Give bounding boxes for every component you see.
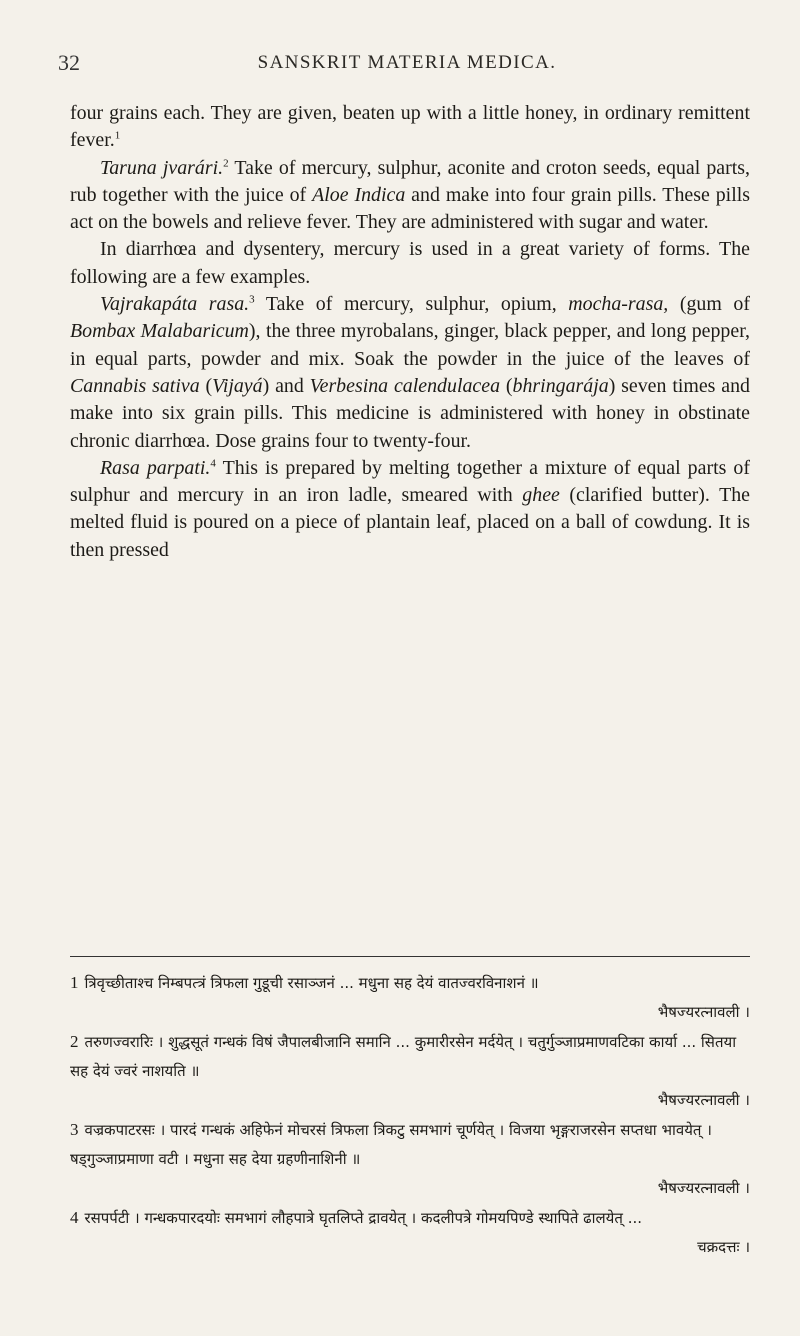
italic-term: Taruna jvarári.	[100, 156, 224, 179]
footnote-ref: 1	[114, 129, 121, 142]
paragraph	[70, 155, 750, 237]
footnote-number: 4	[70, 1208, 79, 1227]
footnote-number: 3	[70, 1120, 79, 1139]
text-run: (	[199, 374, 213, 397]
text-run: (gum of	[668, 293, 750, 316]
footnote-ref: 4	[210, 457, 216, 470]
footnote-ref: 3	[249, 293, 255, 306]
page-number: 32	[58, 50, 80, 75]
footnote-text: त्रिवृच्छीताश्च निम्बपत्त्रं त्रिफला गुडूची रसाञ्जनं ... मधुना सह देयं वातज्वरविनाशनं ॥	[84, 974, 539, 992]
italic-term: ghee	[522, 484, 560, 507]
footnote-ref: 2	[223, 156, 229, 169]
text-run: ) and	[262, 374, 310, 397]
italic-term: Verbesina calendulacea	[309, 374, 501, 397]
footnote-source: भैषज्यरत्नावली ।	[657, 1003, 750, 1021]
footnote-rule	[70, 956, 750, 957]
text-run: (clarified butter). The melted fluid is poured on a piece of plantain leaf, placed on a ball of cowdung. It is then pressed	[70, 484, 750, 561]
text-run: and make into four grain pills. These pills act on the bowels and relieve fever. They are administered with sugar and water.	[70, 183, 750, 234]
footnote	[70, 1115, 750, 1203]
footnote-source: भैषज्यरत्नावली ।	[657, 1179, 750, 1197]
text-run: Take of mercury, sulphur, aconite and croton seeds, equal parts, rub together with the juice of	[70, 156, 750, 206]
footnote	[70, 1203, 750, 1262]
text-run: ), the three myrobalans, ginger, black pepper, and long pepper, in equal parts, powder and mix. Soak the powder in the juice of the leaves of	[70, 320, 751, 370]
italic-term: Aloe Indica	[312, 183, 406, 206]
italic-term: Bombax Malabaricum	[70, 320, 249, 343]
italic-term: Cannabis sativa	[70, 374, 200, 397]
footnote	[70, 1027, 750, 1115]
text-run: This is prepared by melting together a mixture of equal parts of sulphur and mercury in an iron ladle, smeared with	[70, 456, 750, 507]
footnote-text: तरुणज्वरारिः । शुद्धसूतं गन्धकं विषं जैपालबीजानि समानि ... कुमारीरसेन मर्दयेत् । चतुर्गुञ्जाप्रमाणवटिका कार्या ... सितया सह देयं ज्वरं नाशयति ॥	[70, 1033, 737, 1080]
text-run: (	[500, 374, 513, 397]
italic-term: Vijayá	[212, 374, 263, 397]
paragraph	[70, 455, 750, 564]
text-run: four grains each. They are given, beaten up with a little honey, in ordinary remittent fever.	[70, 102, 750, 152]
paragraph	[70, 100, 750, 155]
paragraph	[70, 291, 750, 455]
text-run: Take of mercury, sulphur, opium,	[254, 293, 569, 316]
italic-term: Vajrakapáta rasa.	[100, 293, 250, 316]
italic-term: Rasa parpati.	[100, 456, 211, 479]
footnote-text: रसपर्पटी । गन्धकपारदयोः समभागं लौहपात्रे घृतलिप्ते द्रावयेत् । कदलीपत्रे गोमयपिण्डे स्थापिते ढालयेत् ...	[84, 1209, 642, 1227]
italic-term: bhringarája	[512, 374, 609, 397]
page-header	[58, 50, 756, 82]
italic-term: mocha-rasa,	[568, 293, 669, 316]
running-title: SANSKRIT MATERIA MEDICA.	[257, 52, 557, 73]
footnote-source: चक्रदत्तः ।	[697, 1238, 750, 1256]
text-run: In diarrhœa and dysentery, mercury is used in a great variety of forms. The following are a few examples.	[70, 238, 750, 288]
footnotes	[70, 968, 750, 1262]
footnote-number: 1	[70, 973, 79, 992]
main-text	[70, 100, 750, 564]
footnote-source: भैषज्यरत्नावली ।	[657, 1091, 750, 1109]
footnote	[70, 968, 750, 1027]
footnote-number: 2	[70, 1032, 79, 1051]
footnote-text: वज्रकपाटरसः । पारदं गन्धकं अहिफेनं मोचरसं त्रिफला त्रिकटु समभागं चूर्णयेत् । विजया भृङ्गराजरसेन सप्तधा भावयेत् । षड्गुञ्जाप्रमाणा वटी । मधुना सह देया ग्रहणीनाशिनी ॥	[70, 1121, 712, 1168]
text-run: ) seven times and make into six grain pills. This medicine is administered with honey in obstinate chronic diarrhœa. Dose grains four to twenty-four.	[70, 374, 750, 452]
paragraph	[70, 236, 750, 291]
